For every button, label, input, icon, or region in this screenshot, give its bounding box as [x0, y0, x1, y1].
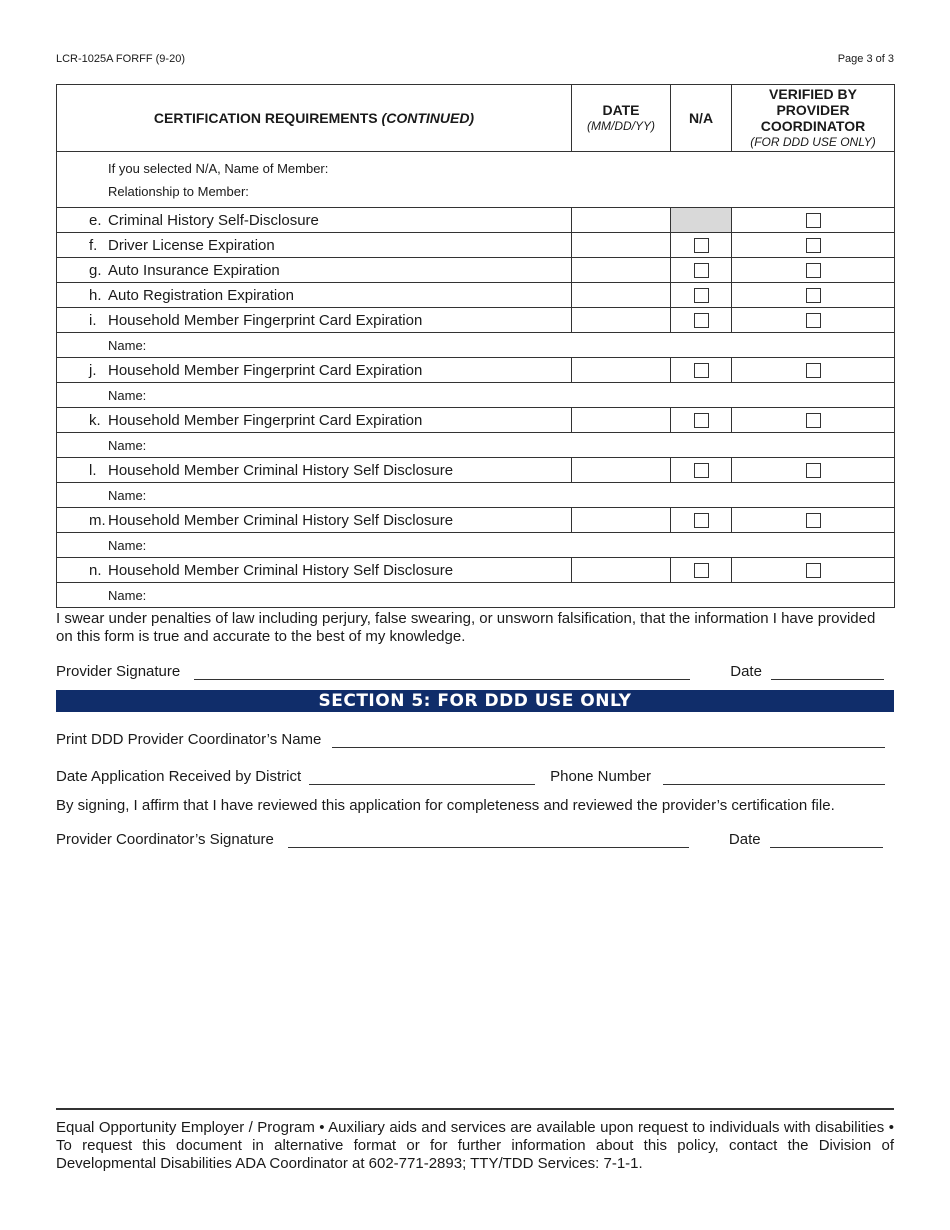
date-field[interactable]: [572, 508, 671, 533]
requirement-label: [57, 283, 572, 308]
verified-checkbox[interactable]: [806, 313, 821, 328]
member-name-row: [57, 583, 895, 608]
requirement-letter: f.: [89, 236, 98, 254]
table-row: [57, 308, 895, 333]
na-member-info[interactable]: [57, 152, 895, 208]
coordinator-signature-row: [56, 831, 883, 848]
coordinator-signature-field[interactable]: [288, 846, 689, 848]
col-header-verified: VERIFIED BY PROVIDER COORDINATOR (FOR DDD USE ONLY): [732, 85, 895, 152]
verified-cell: [732, 508, 895, 533]
verified-cell: [732, 558, 895, 583]
verified-checkbox[interactable]: [806, 513, 821, 528]
na-relationship-label: Relationship to Member:: [108, 184, 249, 199]
member-name-row: [57, 533, 895, 558]
requirement-label: [57, 233, 572, 258]
na-checkbox[interactable]: [694, 313, 709, 328]
member-name-label: Name:: [108, 437, 147, 453]
member-name-row: [57, 483, 895, 508]
table-row: [57, 508, 895, 533]
section5-title: SECTION 5: FOR DDD USE ONLY: [56, 690, 894, 712]
table-row: [57, 458, 895, 483]
phone-field[interactable]: [663, 783, 885, 785]
requirement-label: [57, 508, 572, 533]
provider-date-field[interactable]: [771, 678, 884, 680]
na-cell: [671, 283, 732, 308]
member-name-field[interactable]: [57, 583, 895, 608]
coordinator-name-label: Print DDD Provider Coordinator’s Name: [56, 731, 322, 748]
footer-notice: Equal Opportunity Employer / Program • Auxiliary aids and services are available upon request to individuals with disabilities • To request this document in alternative format or for further information about this policy, contact the Division of Developmental Disabilities ADA Coordinator at 602-771-2893; TTY/TDD Services: 7-1-1.: [56, 1119, 894, 1172]
date-field[interactable]: [572, 358, 671, 383]
na-cell: [671, 233, 732, 258]
requirement-letter: m.: [89, 511, 106, 529]
provider-signature-label: Provider Signature: [56, 663, 181, 680]
requirement-label: [57, 558, 572, 583]
verified-cell: [732, 458, 895, 483]
provider-signature-field[interactable]: [194, 678, 690, 680]
requirement-letter: l.: [89, 461, 97, 479]
na-cell: [671, 558, 732, 583]
affirm-statement: By signing, I affirm that I have reviewed this application for completeness and reviewed the provider’s certification file.: [56, 797, 835, 814]
requirement-text: Household Member Fingerprint Card Expiration: [108, 361, 423, 379]
na-checkbox[interactable]: [694, 413, 709, 428]
na-checkbox[interactable]: [694, 363, 709, 378]
col-header-na: N/A: [671, 85, 732, 152]
verified-cell: [732, 283, 895, 308]
date-received-field[interactable]: [309, 783, 535, 785]
na-checkbox[interactable]: [694, 563, 709, 578]
na-cell: [671, 458, 732, 483]
provider-signature-row: [56, 663, 884, 680]
phone-label: Phone Number: [550, 768, 652, 785]
member-name-row: [57, 433, 895, 458]
member-name-field[interactable]: [57, 383, 895, 408]
verified-checkbox[interactable]: [806, 463, 821, 478]
date-field[interactable]: [572, 283, 671, 308]
na-cell: [671, 408, 732, 433]
member-name-label: Name:: [108, 537, 147, 553]
requirement-text: Household Member Criminal History Self Disclosure: [108, 511, 454, 529]
swear-statement: I swear under penalties of law including perjury, false swearing, or unsworn falsification, that the information I have provided on this form is true and accurate to the best of my knowledge.: [56, 610, 876, 645]
member-name-row: [57, 383, 895, 408]
member-name-label: Name:: [108, 487, 147, 503]
verified-cell: [732, 358, 895, 383]
member-name-row: [57, 333, 895, 358]
date-received-label: Date Application Received by District: [56, 768, 302, 785]
na-cell-disabled: [671, 208, 732, 233]
member-name-label: Name:: [108, 337, 147, 353]
table-row: [57, 408, 895, 433]
date-field[interactable]: [572, 558, 671, 583]
verified-checkbox[interactable]: [806, 413, 821, 428]
verified-cell: [732, 408, 895, 433]
member-name-field[interactable]: [57, 483, 895, 508]
na-cell: [671, 508, 732, 533]
requirement-letter: g.: [89, 261, 102, 279]
member-name-field[interactable]: [57, 433, 895, 458]
date-received-row: [56, 768, 885, 785]
na-cell: [671, 358, 732, 383]
verified-checkbox[interactable]: [806, 288, 821, 303]
table-row: [57, 283, 895, 308]
verified-cell: [732, 258, 895, 283]
date-field[interactable]: [572, 408, 671, 433]
member-name-field[interactable]: [57, 533, 895, 558]
col-header-date: DATE (MM/DD/YY): [572, 85, 671, 152]
verified-cell: [732, 233, 895, 258]
table-row: [57, 358, 895, 383]
na-checkbox[interactable]: [694, 513, 709, 528]
form-code: LCR-1025A FORFF (9-20): [56, 53, 185, 65]
requirement-text: Driver License Expiration: [108, 236, 275, 254]
na-checkbox[interactable]: [694, 463, 709, 478]
requirement-letter: n.: [89, 561, 102, 579]
date-field[interactable]: [572, 458, 671, 483]
table-row: [57, 558, 895, 583]
requirement-text: Auto Insurance Expiration: [108, 261, 280, 279]
requirement-letter: e.: [89, 211, 102, 229]
coordinator-name-row: [56, 731, 885, 748]
coordinator-date-field[interactable]: [770, 846, 883, 848]
na-checkbox[interactable]: [694, 238, 709, 253]
date-field[interactable]: [572, 233, 671, 258]
date-field[interactable]: [572, 308, 671, 333]
table-row: [57, 233, 895, 258]
date-field[interactable]: [572, 208, 671, 233]
table-row: [57, 258, 895, 283]
verified-cell: [732, 308, 895, 333]
member-name-label: Name:: [108, 387, 147, 403]
certification-table: [56, 84, 895, 608]
requirement-text: Household Member Fingerprint Card Expiration: [108, 411, 423, 429]
requirement-label: [57, 458, 572, 483]
requirement-label: [57, 408, 572, 433]
requirement-label: [57, 308, 572, 333]
requirement-letter: h.: [89, 286, 102, 304]
na-cell: [671, 308, 732, 333]
requirement-label: [57, 258, 572, 283]
na-member-name-label: If you selected N/A, Name of Member:: [108, 161, 329, 176]
page-number: Page 3 of 3: [837, 53, 894, 65]
requirement-text: Household Member Criminal History Self Disclosure: [108, 561, 454, 579]
requirement-letter: i.: [89, 311, 97, 329]
footer-divider: [56, 1108, 894, 1110]
table-row: [57, 208, 895, 233]
coordinator-name-field[interactable]: [332, 746, 885, 748]
requirement-text: Household Member Criminal History Self Disclosure: [108, 461, 454, 479]
requirement-letter: j.: [89, 361, 97, 379]
coordinator-signature-label: Provider Coordinator’s Signature: [56, 831, 274, 848]
requirement-text: Household Member Fingerprint Card Expiration: [108, 311, 423, 329]
verified-checkbox[interactable]: [806, 563, 821, 578]
verified-cell: [732, 208, 895, 233]
page-header: [56, 53, 894, 65]
na-cell: [671, 258, 732, 283]
coordinator-date-label: Date: [728, 831, 761, 848]
na-checkbox[interactable]: [694, 288, 709, 303]
requirement-label: [57, 358, 572, 383]
verified-checkbox[interactable]: [806, 263, 821, 278]
requirement-text: Criminal History Self-Disclosure: [108, 211, 319, 229]
requirement-text: Auto Registration Expiration: [108, 286, 294, 304]
member-name-field[interactable]: [57, 333, 895, 358]
requirement-label: [57, 208, 572, 233]
date-field[interactable]: [572, 258, 671, 283]
verified-checkbox[interactable]: [806, 363, 821, 378]
requirement-letter: k.: [89, 411, 101, 429]
verified-checkbox[interactable]: [806, 213, 821, 228]
member-name-label: Name:: [108, 587, 147, 603]
provider-date-label: Date: [730, 663, 762, 680]
verified-checkbox[interactable]: [806, 238, 821, 253]
na-checkbox[interactable]: [694, 263, 709, 278]
col-header-requirements: CERTIFICATION REQUIREMENTS (CONTINUED): [57, 85, 572, 152]
